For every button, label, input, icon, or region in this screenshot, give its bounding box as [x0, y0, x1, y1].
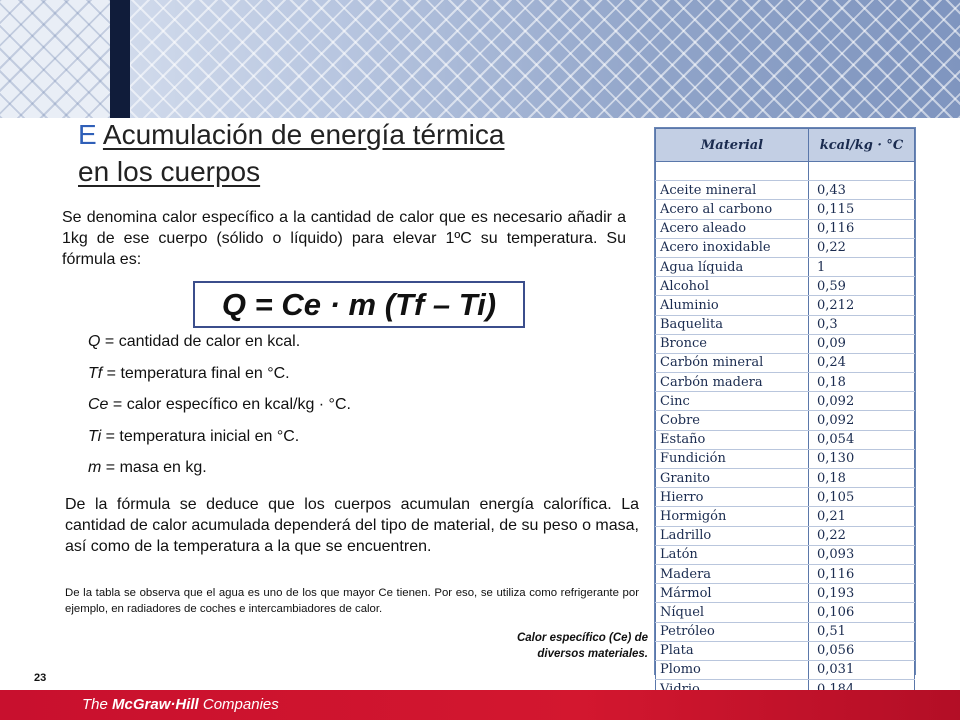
specific-heat-value: 0,093 — [809, 545, 915, 564]
material-name: Acero inoxidable — [656, 238, 809, 257]
specific-heat-value: 0,054 — [809, 430, 915, 449]
material-name: Plomo — [656, 660, 809, 679]
column-header-value: kcal/kg · °C — [809, 129, 915, 162]
specific-heat-value: 1 — [809, 257, 915, 276]
specific-heat-value: 0,24 — [809, 353, 915, 372]
material-name: Agua líquida — [656, 257, 809, 276]
definition-var: Ti — [88, 427, 102, 445]
table-row — [656, 392, 915, 411]
definition-item — [88, 363, 488, 395]
specific-heat-value: 0,116 — [809, 564, 915, 583]
header-banner — [0, 0, 960, 118]
definition-text: = masa en kg. — [101, 459, 207, 476]
table-row — [656, 507, 915, 526]
note-paragraph: De la tabla se observa que el agua es uno de los que mayor Ce tienen. Por eso, se utiliza como refrigerante por ejemplo, en radiadores de coches e intercambiadores de calor. — [65, 587, 639, 615]
logo-brand: McGraw·Hill — [112, 696, 199, 713]
table-header-row — [656, 129, 915, 162]
footer-bar — [0, 690, 960, 720]
definition-item — [88, 394, 488, 426]
specific-heat-value: 0,092 — [809, 411, 915, 430]
page-title — [78, 116, 598, 190]
table-row — [656, 373, 915, 392]
specific-heat-value: 0,105 — [809, 488, 915, 507]
material-name: Bronce — [656, 334, 809, 353]
material-name: Níquel — [656, 603, 809, 622]
table-row — [656, 430, 915, 449]
material-name: Granito — [656, 469, 809, 488]
material-name: Carbón mineral — [656, 353, 809, 372]
material-name: Cobre — [656, 411, 809, 430]
material-name: Carbón madera — [656, 373, 809, 392]
table-row — [656, 660, 915, 679]
specific-heat-value: 0,092 — [809, 392, 915, 411]
table-row — [656, 545, 915, 564]
table-row — [656, 315, 915, 334]
table-row — [656, 622, 915, 641]
specific-heat-value: 0,193 — [809, 584, 915, 603]
publisher-logo — [82, 696, 279, 713]
table-row — [656, 603, 915, 622]
specific-heat-table — [654, 127, 916, 678]
material-name: Aluminio — [656, 296, 809, 315]
intro-paragraph: Se denomina calor específico a la cantidad de calor que es necesario añadir a 1kg de ese cuerpo (sólido o líquido) para elevar 1ºC su temperatura. Su fórmula es: — [62, 209, 626, 268]
material-name: Mármol — [656, 584, 809, 603]
formula-text: Q = Ce · m (Tf – Ti) — [221, 286, 497, 322]
specific-heat-value: 0,031 — [809, 660, 915, 679]
definition-text: = calor específico en kcal/kg · °C. — [108, 396, 351, 413]
specific-heat-value: 0,21 — [809, 507, 915, 526]
table-row — [656, 526, 915, 545]
definition-text: = cantidad de calor en kcal. — [100, 333, 301, 350]
definition-var: Q — [88, 333, 101, 350]
definition-item — [88, 331, 488, 363]
material-name: Aceite mineral — [656, 181, 809, 200]
definition-text: = temperatura final en °C. — [102, 364, 290, 382]
material-name: Cinc — [656, 392, 809, 411]
title-line-1: Acumulación de energía térmica — [102, 119, 505, 150]
table-row — [656, 296, 915, 315]
specific-heat-value: 0,18 — [809, 469, 915, 488]
specific-heat-value: 0,09 — [809, 334, 915, 353]
table-row — [656, 277, 915, 296]
material-name: Hierro — [656, 488, 809, 507]
formula-box — [193, 281, 525, 328]
definition-var: Ce — [88, 396, 109, 413]
material-name: Estaño — [656, 430, 809, 449]
specific-heat-value: 0,18 — [809, 373, 915, 392]
table-row — [656, 411, 915, 430]
section-letter: E — [78, 119, 97, 150]
table-row — [656, 219, 915, 238]
table-row — [656, 641, 915, 660]
definition-var: m — [88, 459, 102, 476]
header-banner-stripe — [110, 0, 130, 118]
logo-suffix: Companies — [198, 696, 279, 713]
material-name: Baquelita — [656, 315, 809, 334]
table-row — [656, 353, 915, 372]
specific-heat-value: 0,056 — [809, 641, 915, 660]
material-name: Hormigón — [656, 507, 809, 526]
definition-text: = temperatura inicial en °C. — [101, 427, 300, 445]
specific-heat-value: 0,116 — [809, 219, 915, 238]
materials-table — [655, 128, 915, 718]
material-name: Plata — [656, 641, 809, 660]
material-name: Acero aleado — [656, 219, 809, 238]
definition-var: Tf — [88, 364, 103, 382]
column-header-material: Material — [656, 129, 809, 162]
table-row — [656, 584, 915, 603]
table-spacer — [656, 162, 915, 181]
header-banner-left — [0, 0, 110, 118]
definitions-list — [88, 331, 488, 489]
table-caption: Calor específico (Ce) de diversos materiales. — [516, 632, 648, 660]
definition-item — [88, 457, 488, 489]
specific-heat-value: 0,130 — [809, 449, 915, 468]
material-name: Acero al carbono — [656, 200, 809, 219]
table-row — [656, 449, 915, 468]
table-row — [656, 238, 915, 257]
table-row — [656, 334, 915, 353]
table-row — [656, 564, 915, 583]
specific-heat-value: 0,212 — [809, 296, 915, 315]
specific-heat-value: 0,22 — [809, 238, 915, 257]
specific-heat-value: 0,106 — [809, 603, 915, 622]
specific-heat-value: 0,51 — [809, 622, 915, 641]
material-name: Latón — [656, 545, 809, 564]
table-row — [656, 200, 915, 219]
page-number: 23 — [34, 672, 47, 684]
specific-heat-value: 0,43 — [809, 181, 915, 200]
logo-prefix: The — [82, 696, 113, 713]
material-name: Fundición — [656, 449, 809, 468]
specific-heat-value: 0,22 — [809, 526, 915, 545]
specific-heat-value: 0,3 — [809, 315, 915, 334]
title-line-2: en los cuerpos — [78, 156, 261, 187]
table-row — [656, 181, 915, 200]
material-name: Petróleo — [656, 622, 809, 641]
table-row — [656, 488, 915, 507]
specific-heat-value: 0,59 — [809, 277, 915, 296]
definition-item — [88, 426, 488, 458]
material-name: Ladrillo — [656, 526, 809, 545]
specific-heat-value: 0,115 — [809, 200, 915, 219]
material-name: Madera — [656, 564, 809, 583]
material-name: Alcohol — [656, 277, 809, 296]
conclusion-paragraph: De la fórmula se deduce que los cuerpos acumulan energía calorífica. La cantidad de calor acumulada dependerá del tipo de material, de su peso o masa, así como de la temperatura a la que se encuentren. — [65, 496, 639, 555]
table-row — [656, 469, 915, 488]
table-row — [656, 257, 915, 276]
